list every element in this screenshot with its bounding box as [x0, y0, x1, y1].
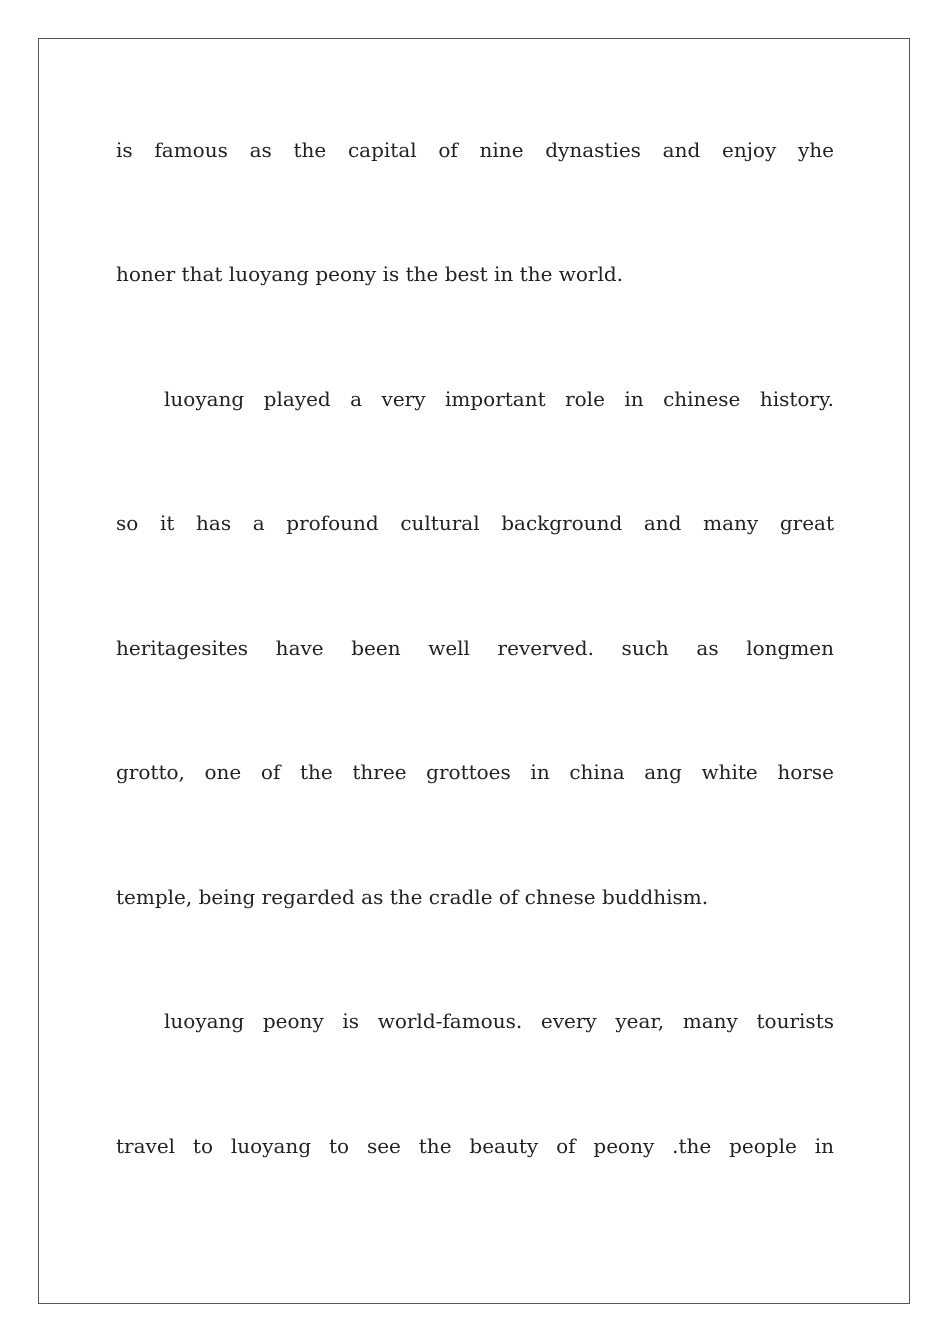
text-line: heritagesites have been well reverved. such as longmen	[116, 636, 834, 660]
text-line: grotto, one of the three grottoes in china ang white horse	[116, 760, 834, 784]
page-border	[38, 38, 910, 1304]
text-line: temple, being regarded as the cradle of chnese buddhism.	[116, 885, 709, 909]
text-line: luoyang played a very important role in chinese history.	[164, 387, 834, 411]
text-line: is famous as the capital of nine dynasties and enjoy yhe	[116, 138, 834, 162]
text-line: luoyang peony is world-famous. every year, many tourists	[164, 1009, 834, 1033]
text-line: travel to luoyang to see the beauty of peony .the people in	[116, 1134, 834, 1158]
text-line: honer that luoyang peony is the best in the world.	[116, 262, 624, 286]
text-line: so it has a profound cultural background and many great	[116, 511, 834, 535]
